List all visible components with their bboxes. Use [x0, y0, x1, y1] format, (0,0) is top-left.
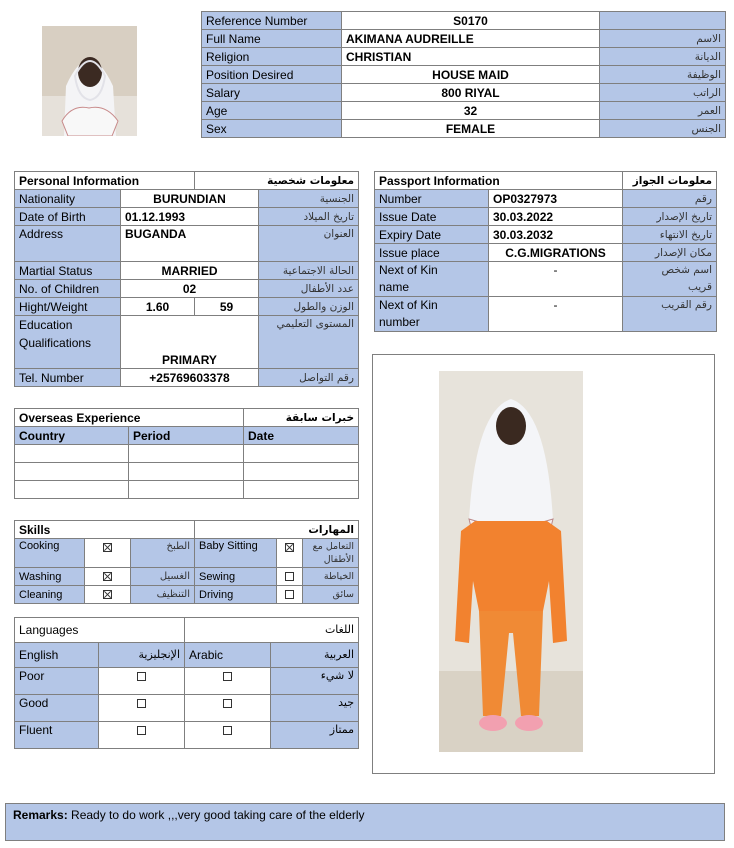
- dob-label: Date of Birth: [15, 208, 121, 226]
- skill-driving-label-ar: سائق: [303, 586, 359, 604]
- languages-table: [14, 617, 359, 749]
- remarks-label: Remarks:: [13, 808, 68, 822]
- good-label: Good: [15, 695, 99, 722]
- education-label-line1: Education: [19, 318, 73, 332]
- skill-cooking-checkbox[interactable]: [85, 539, 131, 568]
- expiry-date-value: 30.03.2032: [489, 226, 623, 244]
- table-row: [15, 481, 359, 499]
- languages-header-row: [15, 643, 359, 668]
- section-title-row: [15, 521, 359, 539]
- full-name-value: AKIMANA AUDREILLE: [342, 30, 600, 48]
- arabic-poor-checkbox[interactable]: [185, 668, 271, 695]
- passport-number-label: Number: [375, 190, 489, 208]
- poor-label: Poor: [15, 668, 99, 695]
- header-label: Sex: [202, 120, 342, 138]
- section-title-row: [15, 172, 359, 190]
- age-value: 32: [342, 102, 600, 120]
- header-label-ar: الديانة: [600, 48, 726, 66]
- tel-value: +25769603378: [121, 369, 259, 387]
- header-label-ar: الراتب: [600, 84, 726, 102]
- header-label-ar: الجنس: [600, 120, 726, 138]
- overseas-title-ar: خبرات سابقة: [244, 409, 359, 427]
- passport-number-label-ar: رقم: [623, 190, 717, 208]
- tel-label: Tel. Number: [15, 369, 121, 387]
- address-label-ar: العنوان: [259, 226, 359, 262]
- dob-label-ar: تاريخ الميلاد: [259, 208, 359, 226]
- header-label: Reference Number: [202, 12, 342, 30]
- kin-name-label-line2: name: [379, 280, 410, 294]
- header-label: Salary: [202, 84, 342, 102]
- remarks-box: [5, 803, 725, 841]
- remarks-text: Ready to do work ,,,very good taking care of the elderly: [67, 808, 365, 822]
- skills-table: [14, 520, 359, 604]
- header-table: [201, 11, 726, 138]
- passport-info-title-ar: معلومات الجواز: [623, 172, 717, 190]
- checked-box-icon: [103, 572, 112, 581]
- salary-value: 800 RIYAL: [342, 84, 600, 102]
- passport-number-value: OP0327973: [489, 190, 623, 208]
- header-row: [202, 120, 726, 138]
- arabic-label-ar: العربية: [271, 643, 359, 668]
- empty-box-icon: [137, 672, 146, 681]
- section-title-row: [15, 409, 359, 427]
- skill-washing-label: Washing: [15, 568, 85, 586]
- religion-value: CHRISTIAN: [342, 48, 600, 66]
- tel-label-ar: رقم التواصل: [259, 369, 359, 387]
- skill-cooking-label-ar: الطبخ: [131, 539, 195, 568]
- country-cell: [15, 481, 129, 499]
- header-row: [202, 30, 726, 48]
- english-good-checkbox[interactable]: [99, 695, 185, 722]
- education-label-line2: Qualifications: [19, 336, 92, 350]
- fluent-label: Fluent: [15, 722, 99, 749]
- address-label: Address: [15, 226, 121, 262]
- kin-name-ar-line2: قريب: [687, 281, 712, 293]
- date-cell: [244, 481, 359, 499]
- skill-cooking-label: Cooking: [15, 539, 85, 568]
- issue-date-label: Issue Date: [375, 208, 489, 226]
- date-column-header: Date: [244, 427, 359, 445]
- nationality-label: Nationality: [15, 190, 121, 208]
- arabic-label: Arabic: [185, 643, 271, 668]
- empty-box-icon: [285, 590, 294, 599]
- empty-box-icon: [223, 726, 232, 735]
- kin-number-label-line2: number: [379, 315, 420, 329]
- skill-driving-label: Driving: [195, 586, 277, 604]
- children-label: No. of Children: [15, 280, 121, 298]
- checked-box-icon: [103, 543, 112, 552]
- overseas-title: Overseas Experience: [15, 409, 244, 427]
- country-cell: [15, 463, 129, 481]
- issue-date-label-ar: تاريخ الإصدار: [623, 208, 717, 226]
- header-row: [202, 102, 726, 120]
- fluent-label-ar: ممتاز: [271, 722, 359, 749]
- empty-box-icon: [137, 699, 146, 708]
- skill-babysitting-label: Baby Sitting: [195, 539, 277, 568]
- header-label: Religion: [202, 48, 342, 66]
- period-column-header: Period: [129, 427, 244, 445]
- personal-info-title-ar: معلومات شخصية: [195, 172, 359, 190]
- nationality-value: BURUNDIAN: [121, 190, 259, 208]
- language-level-row: [15, 668, 359, 695]
- height-value: 1.60: [121, 298, 195, 316]
- skill-row: [15, 586, 359, 604]
- skill-cleaning-label-ar: التنظيف: [131, 586, 195, 604]
- personal-info-title: Personal Information: [15, 172, 195, 190]
- english-label: English: [15, 643, 99, 668]
- country-column-header: Country: [15, 427, 129, 445]
- kin-name-label: [375, 262, 489, 297]
- checked-box-icon: [285, 543, 294, 552]
- skill-washing-checkbox[interactable]: [85, 568, 131, 586]
- table-row: [15, 463, 359, 481]
- position-value: HOUSE MAID: [342, 66, 600, 84]
- full-body-photo: [439, 371, 583, 752]
- skill-washing-label-ar: الغسيل: [131, 568, 195, 586]
- issue-place-value: C.G.MIGRATIONS: [489, 244, 623, 262]
- education-value: PRIMARY: [121, 316, 259, 369]
- skill-sewing-label: Sewing: [195, 568, 277, 586]
- full-body-illustration: [439, 371, 583, 752]
- skill-babysitting-label-ar: [303, 539, 359, 568]
- arabic-fluent-checkbox[interactable]: [185, 722, 271, 749]
- kin-name-label-ar: [623, 262, 717, 297]
- weight-value: 59: [195, 298, 259, 316]
- reference-number-value: S0170: [342, 12, 600, 30]
- section-title-row: [375, 172, 717, 190]
- header-label: Position Desired: [202, 66, 342, 84]
- languages-title-ar: اللغات: [185, 618, 359, 643]
- languages-title: Languages: [15, 618, 185, 643]
- section-title-row: [15, 618, 359, 643]
- header-label-ar: العمر: [600, 102, 726, 120]
- header-row: [202, 48, 726, 66]
- skill-cleaning-checkbox[interactable]: [85, 586, 131, 604]
- language-level-row: [15, 695, 359, 722]
- children-value: 02: [121, 280, 259, 298]
- good-label-ar: جيد: [271, 695, 359, 722]
- sex-value: FEMALE: [342, 120, 600, 138]
- personal-info-table: [14, 171, 359, 387]
- passport-info-title: Passport Information: [375, 172, 623, 190]
- empty-box-icon: [223, 699, 232, 708]
- header-label: Full Name: [202, 30, 342, 48]
- language-level-row: [15, 722, 359, 749]
- marital-label-ar: الحالة الاجتماعية: [259, 262, 359, 280]
- header-label-ar: الوظيفة: [600, 66, 726, 84]
- portrait-photo: [42, 26, 137, 136]
- skills-title-ar: المهارات: [195, 521, 359, 539]
- checked-box-icon: [103, 590, 112, 599]
- date-cell: [244, 463, 359, 481]
- date-cell: [244, 445, 359, 463]
- kin-name-ar-line1: اسم شخص: [661, 264, 712, 276]
- header-label-ar: الاسم: [600, 30, 726, 48]
- skill-sewing-checkbox[interactable]: [277, 568, 303, 586]
- header-label-ar: [600, 12, 726, 30]
- english-fluent-checkbox[interactable]: [99, 722, 185, 749]
- english-poor-checkbox[interactable]: [99, 668, 185, 695]
- poor-label-ar: لا شيء: [271, 668, 359, 695]
- issue-place-label: Issue place: [375, 244, 489, 262]
- skill-cleaning-label: Cleaning: [15, 586, 85, 604]
- portrait-illustration: [42, 26, 137, 136]
- kin-number-label: [375, 297, 489, 332]
- overseas-header-row: [15, 427, 359, 445]
- height-weight-label: Hight/Weight: [15, 298, 121, 316]
- babysitting-ar-line2: الأطفال: [323, 554, 354, 565]
- skills-title: Skills: [15, 521, 195, 539]
- issue-date-value: 30.03.2022: [489, 208, 623, 226]
- arabic-good-checkbox[interactable]: [185, 695, 271, 722]
- education-label-ar: المستوى التعليمي: [259, 316, 359, 369]
- header-label: Age: [202, 102, 342, 120]
- skill-driving-checkbox[interactable]: [277, 586, 303, 604]
- kin-name-label-line1: Next of Kin: [379, 263, 438, 277]
- period-cell: [129, 463, 244, 481]
- nationality-label-ar: الجنسية: [259, 190, 359, 208]
- marital-label: Martial Status: [15, 262, 121, 280]
- education-label: [15, 316, 121, 369]
- empty-box-icon: [137, 726, 146, 735]
- header-row: [202, 84, 726, 102]
- skill-row: [15, 539, 359, 568]
- header-row: [202, 12, 726, 30]
- address-value: BUGANDA: [121, 226, 259, 262]
- period-cell: [129, 445, 244, 463]
- overseas-experience-table: [14, 408, 359, 499]
- empty-box-icon: [285, 572, 294, 581]
- header-row: [202, 66, 726, 84]
- kin-number-label-ar: رقم القريب: [623, 297, 717, 332]
- skill-row: [15, 568, 359, 586]
- kin-number-value: -: [489, 297, 623, 332]
- skill-sewing-label-ar: الخياطة: [303, 568, 359, 586]
- expiry-date-label: Expiry Date: [375, 226, 489, 244]
- kin-number-label-line1: Next of Kin: [379, 298, 438, 312]
- country-cell: [15, 445, 129, 463]
- babysitting-ar-line1: التعامل مع: [312, 541, 354, 552]
- issue-place-label-ar: مكان الإصدار: [623, 244, 717, 262]
- table-row: [15, 445, 359, 463]
- dob-value: 01.12.1993: [121, 208, 259, 226]
- period-cell: [129, 481, 244, 499]
- skill-babysitting-checkbox[interactable]: [277, 539, 303, 568]
- height-weight-label-ar: الوزن والطول: [259, 298, 359, 316]
- expiry-date-label-ar: تاريخ الانتهاء: [623, 226, 717, 244]
- passport-info-table: [374, 171, 717, 332]
- kin-name-value: -: [489, 262, 623, 297]
- children-label-ar: عدد الأطفال: [259, 280, 359, 298]
- empty-box-icon: [223, 672, 232, 681]
- english-label-ar: الإنجليزية: [99, 643, 185, 668]
- marital-value: MARRIED: [121, 262, 259, 280]
